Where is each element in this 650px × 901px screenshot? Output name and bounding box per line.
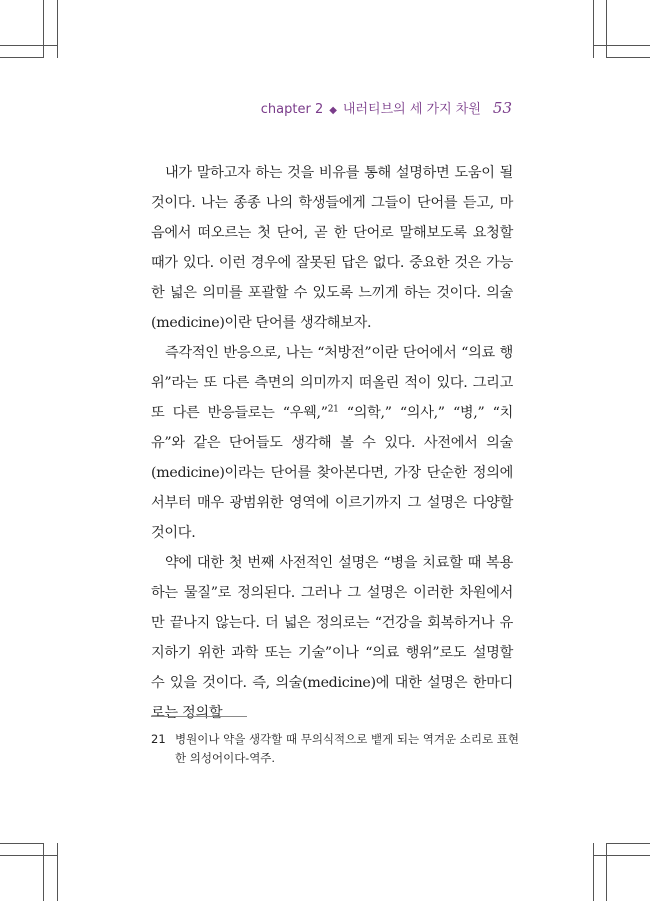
crop-mark <box>593 0 594 58</box>
paragraph-text: “의학,” “의사,” “병,” “치유”와 같은 단어들도 생각해 볼 수 있다. 사전에서 의술(medicine)이라는 단어를 찾아본다면, 가장 단순한 정의에서부터 매우 광범위한 영역에 이르기까지 그 설명은 다양할 것이다. <box>151 405 513 541</box>
paragraph: 내가 말하고자 하는 것을 비유를 통해 설명하면 도움이 될 것이다. 나는 종종 나의 학생들에게 그들이 단어를 듣고, 마음에서 떠오르는 첫 단어, 곧 한 단어로 말해보도록 요청할 때가 있다. 이런 경우에 잘못된 답은 없다. 중요한 것은 가능한 넓은 의미를 포괄할 수 있도록 느끼게 하는 것이다. 의술(medicine)이란 단어를 생각해보자. <box>151 165 513 331</box>
crop-mark <box>57 0 58 58</box>
crop-mark <box>0 45 57 46</box>
section-title: 내러티브의 세 가지 차원 <box>342 102 481 117</box>
crop-mark <box>593 855 650 856</box>
diamond-icon: ◆ <box>329 105 337 116</box>
crop-mark <box>606 0 607 58</box>
crop-mark <box>593 843 594 901</box>
footnote <box>151 730 521 768</box>
paragraph-text: 즉각적인 반응으로, 나는 “처방전”이란 단어에서 “의료 행위”라는 또 다른 측면의 의미까지 떠올린 적이 있다. 그리고 또 다른 반응들로는 “우웩,” <box>151 345 513 421</box>
crop-mark <box>0 855 57 856</box>
footnote-text: 병원이나 약을 생각할 때 무의식적으로 뱉게 되는 역겨운 소리로 표현한 의성어이다-역주. <box>175 732 519 765</box>
crop-mark <box>593 45 650 46</box>
crop-mark <box>0 843 44 844</box>
body-text <box>151 158 513 728</box>
chapter-label: chapter 2 <box>260 102 324 117</box>
page-number: 53 <box>492 99 512 117</box>
paragraph <box>151 338 513 548</box>
crop-mark <box>43 843 44 901</box>
crop-mark <box>0 57 44 58</box>
crop-mark <box>606 843 607 901</box>
footnote-reference[interactable]: 21 <box>327 404 339 415</box>
crop-mark <box>606 843 650 844</box>
crop-mark <box>43 0 44 58</box>
crop-mark <box>606 57 650 58</box>
footnote-number: 21 <box>151 732 166 746</box>
footnote-divider <box>151 716 247 717</box>
running-header <box>261 98 512 117</box>
crop-mark <box>57 843 58 901</box>
paragraph: 약에 대한 첫 번째 사전적인 설명은 “병을 치료할 때 복용하는 물질”로 정의된다. 그러나 그 설명은 이러한 차원에서만 끝나지 않는다. 더 넓은 정의로는 “건강을 회복하거나 유지하기 위한 과학 또는 기술”이나 “의료 행위”로도 설명할 수 있을 것이다. 즉, 의술(medicine)에 대한 설명은 한마디로는 정의할 <box>151 555 513 721</box>
